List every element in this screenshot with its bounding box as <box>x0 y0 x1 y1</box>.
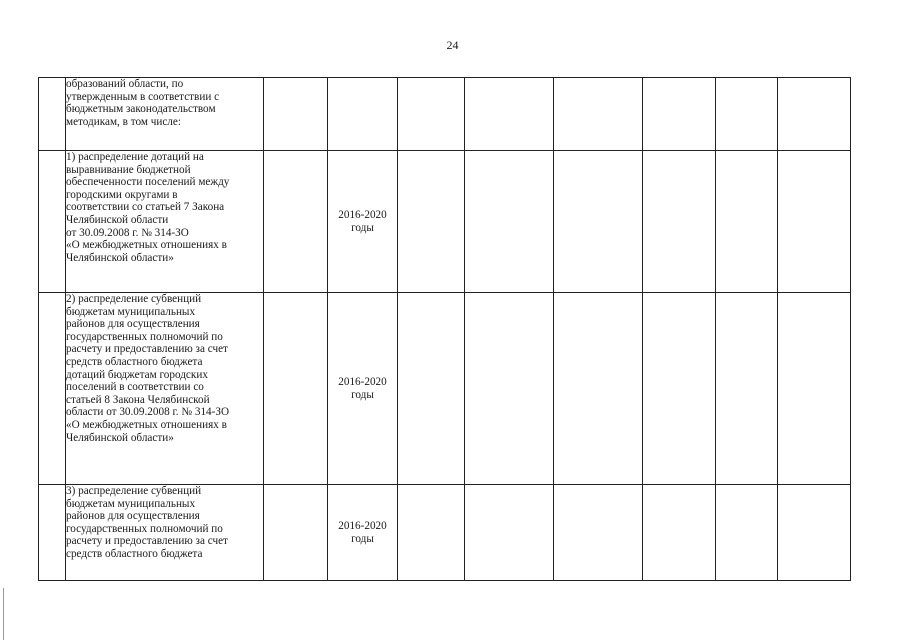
table-cell-description: 1) распределение дотаций на выравнивание бюджетной обеспеченности поселений между городскими округами в соответствии со статьей 7 Закона Челябинской области от 30.09.2008 г. № 314-ЗО «О межбюджетных отношениях в Челябинской области» <box>66 151 264 293</box>
table-cell <box>554 485 643 581</box>
table-row <box>39 293 851 485</box>
table-cell-period: 2016-2020 годы <box>328 151 398 293</box>
table-cell <box>398 151 465 293</box>
table-cell-description: образований области, по утвержденным в соответствии с бюджетным законодательством методикам, в том числе: <box>66 78 264 151</box>
table-cell-period: 2016-2020 годы <box>328 485 398 581</box>
table-cell <box>643 485 716 581</box>
table-cell <box>264 151 328 293</box>
table-row <box>39 78 851 151</box>
table-cell <box>643 151 716 293</box>
table-cell-number <box>39 485 66 581</box>
table-cell <box>264 485 328 581</box>
table-cell <box>554 151 643 293</box>
table-cell <box>778 151 851 293</box>
table-cell <box>716 485 778 581</box>
table-cell <box>643 78 716 151</box>
table-cell <box>778 485 851 581</box>
table-cell <box>398 78 465 151</box>
table-cell <box>465 485 554 581</box>
table-cell <box>465 78 554 151</box>
table-cell <box>554 78 643 151</box>
table-cell <box>643 293 716 485</box>
table-cell <box>264 78 328 151</box>
table-cell-description: 2) распределение субвенций бюджетам муниципальных районов для осуществления государственных полномочий по расчету и предоставлению за счет средств областного бюджета дотаций бюджетам городских поселений в соответствии со статьей 8 Закона Челябинской области от 30.09.2008 г. № 314-ЗО «О межбюджетных отношениях в Челябинской области» <box>66 293 264 485</box>
table-cell <box>398 485 465 581</box>
table-row <box>39 485 851 581</box>
table-cell <box>264 293 328 485</box>
table-cell <box>398 293 465 485</box>
table-cell <box>554 293 643 485</box>
table-cell <box>716 78 778 151</box>
table-cell <box>465 151 554 293</box>
document-table <box>38 77 851 581</box>
table-cell-number <box>39 293 66 485</box>
scan-edge-line <box>3 588 4 640</box>
table-cell <box>716 293 778 485</box>
page-number: 24 <box>446 38 459 52</box>
table-cell-description: 3) распределение субвенций бюджетам муниципальных районов для осуществления государственных полномочий по расчету и предоставлению за счет средств областного бюджета <box>66 485 264 581</box>
table-cell <box>465 293 554 485</box>
table-cell <box>778 293 851 485</box>
table-cell-number <box>39 78 66 151</box>
table-cell-period <box>328 78 398 151</box>
table-cell-period: 2016-2020 годы <box>328 293 398 485</box>
table-cell-number <box>39 151 66 293</box>
table-row <box>39 151 851 293</box>
table-cell <box>716 151 778 293</box>
table-cell <box>778 78 851 151</box>
